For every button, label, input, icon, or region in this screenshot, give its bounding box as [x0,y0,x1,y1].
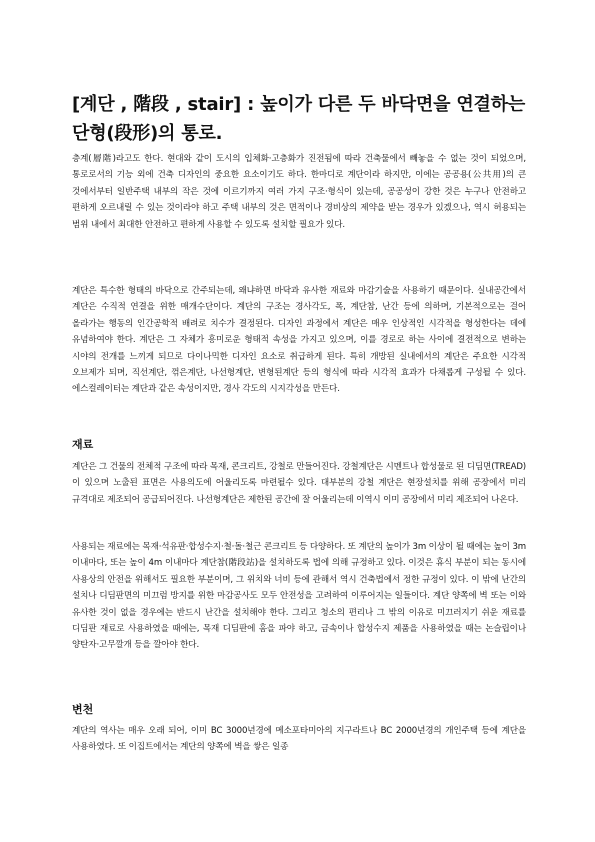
section-heading-materials: 재료 [72,438,94,451]
section-heading-history: 변천 [72,703,94,716]
materials-paragraph-2: 사용되는 재료에는 목재·석유판·합성수지·철·돌·철근 콘크리트 등 다양하다. 또 계단의 높이가 3m 이상이 될 때에는 높이 3m 이내마다, 또는 높이 4m 이내마다 계단참(階段站)을 설치하도록 법에 의해 규정하고 있다. 이것은 휴식 부분이 되는 동시에 사용상의 안전을 위해서도 필요한 부분이며, 그 위치와 너비 등에 관해서 역시 건축법에서 정한 규정이 있다. 이 밖에 난간의 설치나 디딤판면의 미끄럼 방지를 위한 마감공사도 모두 안전성을 고려하여 이루어지는 일들이다. 계단 양쪽에 벽 또는 이와 유사한 것이 없을 경우에는 반드시 난간을 설치해야 한다. 그리고 청소의 편리나 그 밖의 이유로 미끄러지기 쉬운 재료를 디딤판 재료로 사용하였을 때에는, 목재 디딤판에 홈을 파야 하고, 금속이나 합성수지 제품을 사용하였을 때는 논슬립이나 양탄자·고무깔개 등을 깔아야 한다. [72,542,526,651]
page-title: [계단 , 階段 , stair] : 높이가 다른 두 바닥면을 연결하는 단형(段形)의 통로. [72,94,526,144]
materials-paragraph-1: 계단은 그 건물의 전체적 구조에 따라 목재, 콘크리트, 강철로 만들어진다. 강철계단은 시멘트나 합성물로 된 디딤면(TREAD)이 있으며 노출된 표면은 사용의도에 어울리도록 마련될수 있다. 대부분의 강철 계단은 현장설치를 위해 공장에서 미리 규격대로 제조되어 공급되어진다. 나선형계단은 제한된 공간에 잘 어울리는데 이역시 이미 공장에서 미리 제조되어 나온다. [72,462,526,505]
intro-paragraph-1: 층계(層階)라고도 한다. 현대와 같이 도시의 입체화·고층화가 진전됨에 따라 건축물에서 빼놓을 수 없는 것이 되었으며, 통로로서의 기능 외에 건축 디자인의 중요한 요소이기도 하다. 한마디로 계단이라 하지만, 이에는 공공용(公共用)의 큰 것에서부터 일반주택 내부의 작은 것에 이르기까지 여러 가지 구조·형식이 있는데, 공공성이 강한 것은 누구나 안전하고 편하게 오르내릴 수 있는 것이라야 하고 주택 내부의 것은 면적이나 경비상의 제약을 받는 경우가 있겠으나, 역시 허용되는 범위 내에서 최대한 안전하고 편하게 사용할 수 있도록 설치할 필요가 있다. [72,154,526,230]
intro-paragraph-2: 계단은 특수한 형태의 바닥으로 간주되는데, 왜냐하면 바닥과 유사한 재료와 마감기술을 사용하기 때문이다. 실내공간에서 계단은 수직적 연결을 위한 매개수단이다. 계단의 구조는 경사각도, 폭, 계단참, 난간 등에 의하며, 기본적으로는 걸어 올라가는 행동의 인간공학적 배려로 치수가 결정된다. 디자인 과정에서 계단은 매우 인상적인 시각적을 형성한다는 데에 유념하여야 한다. 계단은 그 자체가 흥미로운 형태적 속성을 가지고 있으며, 이를 경로로 하는 사이에 결전적으로 변하는 시야의 전개를 느끼게 되므로 다이나믹한 디자인 요소로 취급하게 된다. 특히 개방된 실내에서의 계단은 주요한 시각적 오브제가 되며, 직선계단, 꺾은계단, 나선형계단, 변형된계단 등의 형식에 따라 시각적 효과가 다채롭게 구성될 수 있다. 에스컬레이터는 계단과 같은 속성이지만, 경사 각도의 시지각성을 만든다. [72,286,526,395]
history-paragraph-1: 계단의 역사는 매우 오래 되어, 이미 BC 3000년경에 메소포타미아의 지구라트나 BC 2000년경의 개인주택 등에 계단을 사용하였다. 또 이집트에서는 계단의 양쪽에 벽을 쌓은 일종 [72,726,526,753]
